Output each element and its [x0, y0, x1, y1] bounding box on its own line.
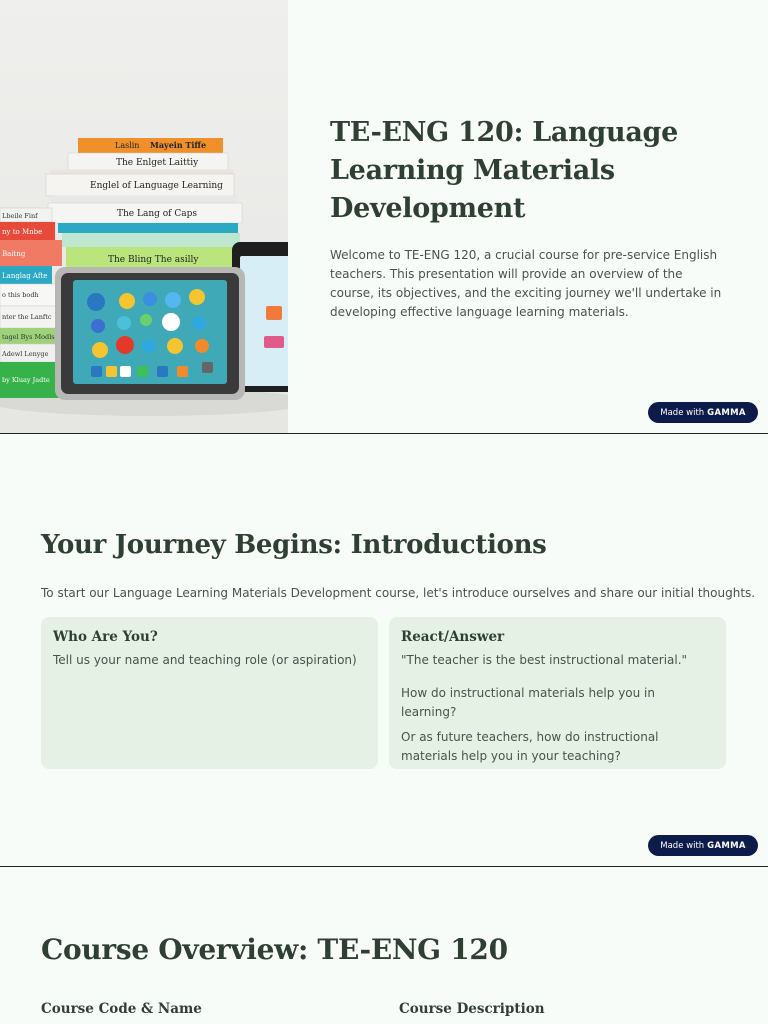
card-question: Or as future teachers, how do instructional materials help you in your teaching? — [401, 730, 659, 763]
slide-course-overview — [0, 867, 768, 1024]
made-with-gamma-badge[interactable] — [648, 402, 758, 423]
title-block — [330, 114, 730, 322]
spine-text: nter the Lanftc — [2, 313, 52, 321]
spine-text: tagel Bys Modls — [2, 333, 55, 341]
spine-text: Baitng — [2, 250, 26, 258]
spine-text: Adewl Lenyge — [2, 350, 49, 358]
spine-text: by Kluay Jadte — [2, 376, 50, 384]
badge-prefix: Made with — [660, 840, 705, 851]
card-who-are-you — [41, 617, 378, 769]
slide-intro-paragraph: Welcome to TE-ENG 120, a crucial course for pre-service English teachers. This presentation will provide an overview of the course, its objectives, and the exciting journey we'll undertake in developing effective language learning materials. — [330, 248, 722, 319]
slide-intro-paragraph: To start our Language Learning Materials Development course, let's introduce ourselves and share our initial thoughts. — [41, 586, 756, 600]
slide-introductions — [0, 434, 768, 866]
books-and-tablets-illustration — [0, 0, 288, 433]
spine-text: Laslin — [115, 141, 140, 150]
card-heading: React/Answer — [401, 629, 505, 645]
tablet-front — [55, 267, 245, 400]
badge-prefix: Made with — [660, 407, 705, 418]
card-text: Tell us your name and teaching role (or aspiration) — [53, 653, 357, 667]
slide-title-heading: Course Overview: TE-ENG 120 — [41, 933, 508, 966]
gamma-logo: GAMMA — [707, 407, 746, 418]
card-question: How do instructional materials help you in learning? — [401, 686, 655, 719]
book-stack-right — [46, 138, 242, 269]
made-with-gamma-badge[interactable] — [648, 835, 758, 856]
slide-title-heading: TE-ENG 120: Language Learning Materials Development — [330, 117, 678, 224]
card-quote: "The teacher is the best instructional material." — [401, 653, 688, 667]
gamma-logo: GAMMA — [707, 840, 746, 851]
slide-title-heading: Your Journey Begins: Introductions — [41, 530, 547, 560]
card-react-answer — [389, 617, 726, 769]
spine-text: Englel of Language Learning — [90, 181, 223, 191]
card-heading: Who Are You? — [53, 629, 158, 645]
spine-text: Langlag Afte — [2, 272, 48, 280]
spine-text: The Bling The asilly — [108, 255, 199, 265]
spine-text: Lbeile Finf — [2, 212, 38, 220]
spine-text: The Lang of Caps — [117, 209, 197, 219]
spine-text: The Enlget Laittiy — [116, 158, 199, 168]
subheading-course-code: Course Code & Name — [41, 1001, 202, 1017]
spine-text: Mayein Tiffe — [150, 140, 207, 150]
slide-title — [0, 0, 768, 433]
subheading-course-description: Course Description — [399, 1001, 545, 1017]
hero-image-books-tablets — [0, 0, 288, 433]
spine-text: ny to Mnbe — [2, 228, 43, 236]
spine-text: o this bodh — [2, 291, 39, 299]
